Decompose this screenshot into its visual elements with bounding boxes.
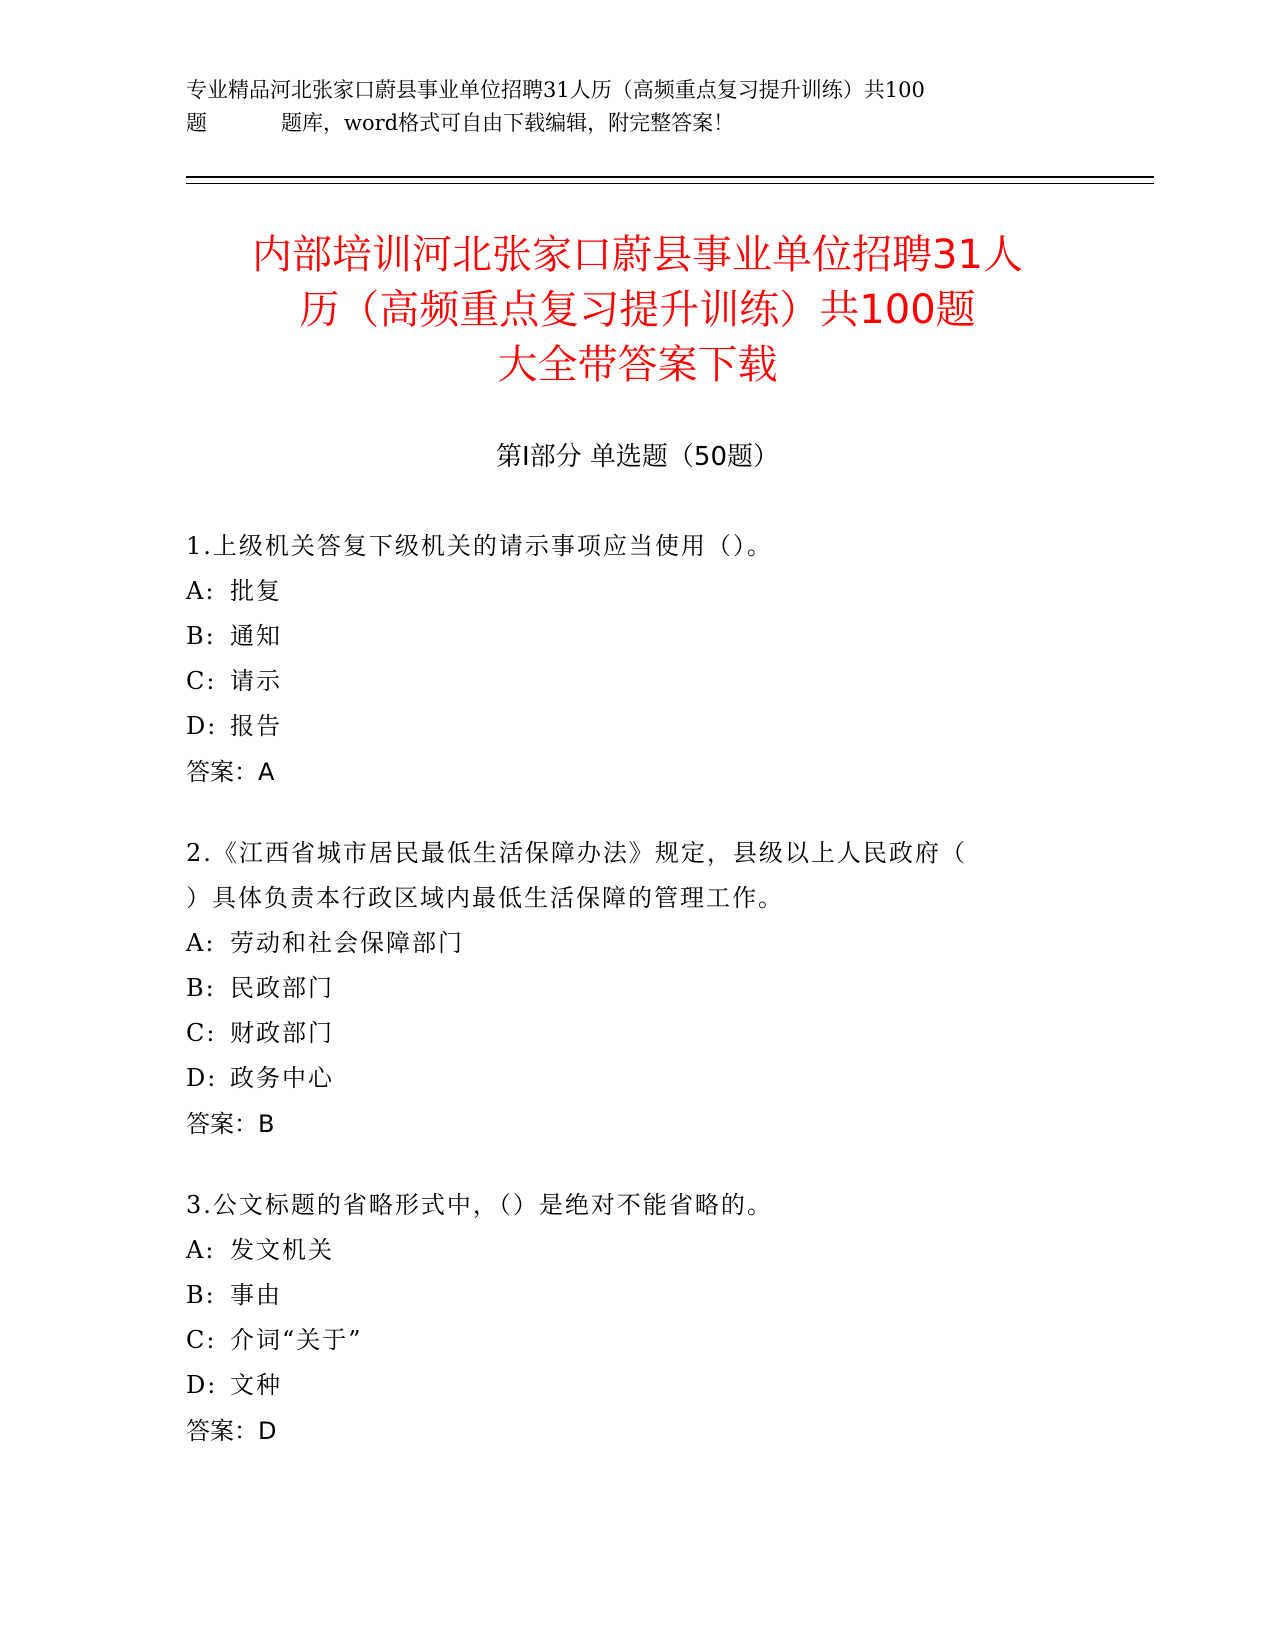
option-text: 财政部门 [230, 1019, 334, 1047]
question-item [186, 1183, 1086, 1454]
option-text: 文种 [230, 1371, 282, 1399]
document-title-line1: 内部培训河北张家口蔚县事业单位招聘31人 [252, 232, 1023, 278]
option-text: 请示 [230, 667, 282, 695]
question-stem: 3.公文标题的省略形式中，（）是绝对不能省略的。 [186, 1191, 773, 1219]
section-title: 第Ⅰ部分 单选题（50题） [495, 442, 780, 472]
header-divider-thin [186, 183, 1154, 184]
option-text: 发文机关 [230, 1236, 334, 1264]
option-text: 批复 [230, 577, 282, 605]
option-d [186, 1056, 1086, 1101]
option-a [186, 1228, 1086, 1273]
answer-line: 答案：D [186, 1417, 277, 1445]
answer-line: 答案：B [186, 1110, 275, 1138]
option-letter: A: [186, 1236, 216, 1264]
header-note-line2-right: 题库，word格式可自由下载编辑，附完整答案！ [281, 111, 735, 135]
option-letter: B: [186, 974, 216, 1002]
option-c [186, 659, 1086, 704]
header-note-line2-left: 题 [186, 111, 207, 135]
option-letter: A: [186, 577, 216, 605]
option-text: 介词“关于” [230, 1326, 363, 1354]
question-list [186, 524, 1086, 1490]
option-text: 事由 [230, 1281, 282, 1309]
option-letter: C: [186, 1019, 217, 1047]
option-b [186, 966, 1086, 1011]
question-stem-line1: 2.《江西省城市居民最低生活保障办法》规定，县级以上人民政府（ [186, 839, 967, 867]
header-divider-thick [186, 176, 1154, 178]
question-stem-line2: ）具体负责本行政区域内最低生活保障的管理工作。 [186, 884, 784, 912]
question-item [186, 831, 1086, 1147]
option-c [186, 1318, 1086, 1363]
header-note-line2 [186, 107, 1086, 140]
option-letter: D: [186, 712, 218, 740]
header-note [186, 74, 1086, 140]
question-item [186, 524, 1086, 795]
option-letter: C: [186, 1326, 217, 1354]
option-letter: D: [186, 1371, 218, 1399]
answer-line: 答案：A [186, 758, 275, 786]
document-title [150, 228, 1125, 393]
option-letter: B: [186, 1281, 216, 1309]
option-d [186, 704, 1086, 749]
document-title-line3: 大全带答案下载 [497, 342, 778, 388]
option-text: 报告 [230, 712, 282, 740]
option-letter: C: [186, 667, 217, 695]
option-letter: D: [186, 1064, 218, 1092]
option-a [186, 569, 1086, 614]
option-d [186, 1363, 1086, 1408]
option-b [186, 1273, 1086, 1318]
option-text: 劳动和社会保障部门 [230, 929, 464, 957]
option-letter: B: [186, 622, 216, 650]
option-letter: A: [186, 929, 216, 957]
option-text: 民政部门 [230, 974, 334, 1002]
header-note-line1: 专业精品河北张家口蔚县事业单位招聘31人历（高频重点复习提升训练）共100 [186, 78, 925, 102]
option-text: 通知 [230, 622, 282, 650]
option-text: 政务中心 [230, 1064, 334, 1092]
option-c [186, 1011, 1086, 1056]
document-title-line2: 历（高频重点复习提升训练）共100题 [299, 287, 976, 333]
question-stem: 1.上级机关答复下级机关的请示事项应当使用（）。 [186, 532, 773, 560]
option-a [186, 921, 1086, 966]
option-b [186, 614, 1086, 659]
